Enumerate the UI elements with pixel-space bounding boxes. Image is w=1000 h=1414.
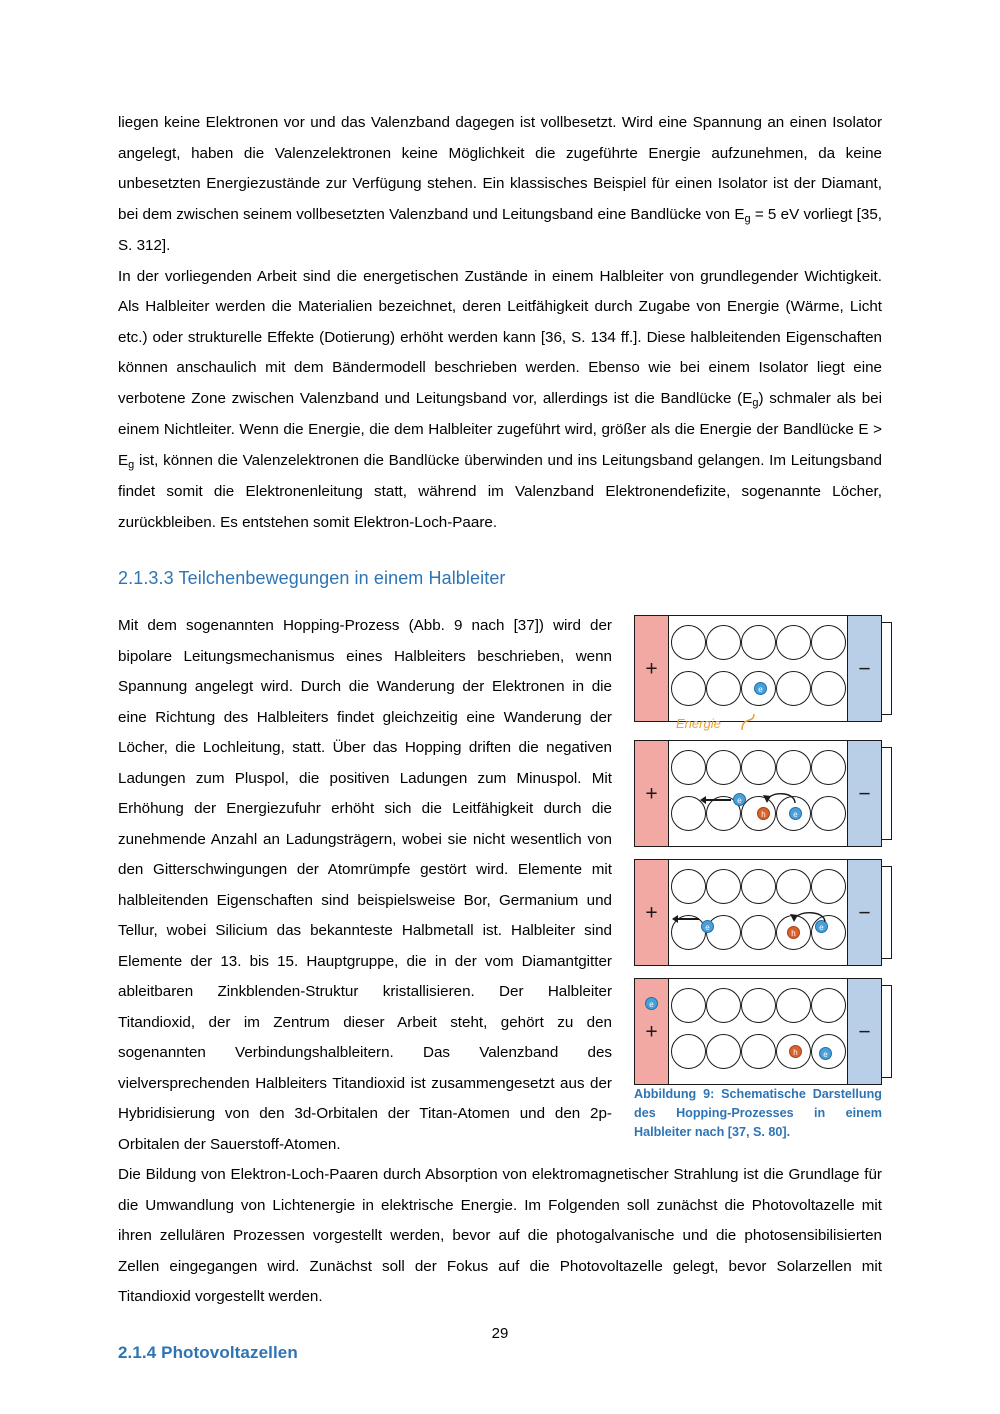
minus-sign: − <box>858 782 871 805</box>
atom <box>741 988 776 1023</box>
atom <box>811 796 846 831</box>
plus-sign: + <box>645 1020 658 1043</box>
minus-sign: − <box>858 657 871 680</box>
atom <box>706 1034 741 1069</box>
plus-sign: + <box>645 901 658 924</box>
electron-particle: e <box>819 1047 832 1060</box>
electron-drift-arrow <box>677 918 699 920</box>
panel-2-minus-pole <box>847 741 881 846</box>
atom <box>776 988 811 1023</box>
electron-particle: e <box>733 793 746 806</box>
paragraph-1-tail: = 5 eV vorliegt [35, S. 312]. <box>118 205 882 254</box>
panel-bracket <box>882 747 892 840</box>
panel-bracket <box>882 985 892 1078</box>
paragraph-2-tail: ist, können die Valenzelektronen die Bandlücke überwinden und ins Leitungsband gelangen. Im Leitungsband findet somit die Elektronenleitung statt, während im Valenzband Elektronendefizite, sogenannte Löcher, zurückbleiben. Es entstehen somit Elektron-Loch-Paare. <box>118 451 882 531</box>
atom <box>671 750 706 785</box>
atom <box>706 988 741 1023</box>
hopping-panel-3 <box>634 859 882 966</box>
electron-particle: e <box>754 682 767 695</box>
panel-4-minus-pole <box>847 979 881 1084</box>
paragraph-1 <box>118 108 882 262</box>
atom <box>741 915 776 950</box>
panel-1-lattice <box>669 616 847 721</box>
atom <box>671 988 706 1023</box>
hole-particle: h <box>757 807 770 820</box>
atom <box>811 869 846 904</box>
panel-3-plus-pole <box>635 860 669 965</box>
electron-particle: e <box>645 997 658 1010</box>
atom <box>671 671 706 706</box>
atom <box>671 869 706 904</box>
plus-sign: + <box>645 782 658 805</box>
electron-particle: e <box>789 807 802 820</box>
panel-2-plus-pole <box>635 741 669 846</box>
eg-symbol: E <box>734 205 745 223</box>
atom <box>776 625 811 660</box>
atom <box>741 1034 776 1069</box>
eg-subscript: g <box>744 212 751 225</box>
atom <box>811 625 846 660</box>
minus-sign: − <box>858 901 871 924</box>
panel-3-minus-pole <box>847 860 881 965</box>
paragraph-4: Die Bildung von Elektron-Loch-Paaren durch Absorption von elektromagnetischer Strahlung ist die Grundlage für die Umwandlung von Lichtenergie in elektrische Energie. Im Folgenden soll zunächst die Photovoltazelle mit ihren zellulären Prozessen vorgestellt werden, bevor auf die photogalvanische und die photosensibilisierten Zellen eingegangen wird. Zunächst soll der Fokus auf die Photovoltazelle gelegt, bevor Solarzellen mit Titandioxid vorgestellt werden. <box>118 1166 882 1305</box>
panel-bracket <box>882 866 892 959</box>
electron-particle: e <box>701 920 714 933</box>
atom <box>741 625 776 660</box>
minus-sign: − <box>858 1020 871 1043</box>
atom <box>671 625 706 660</box>
eg-subscript-2: g <box>752 396 759 409</box>
hopping-panel-1 <box>634 615 882 722</box>
hopping-panel-2 <box>634 740 882 847</box>
electron-drift-arrow <box>705 799 731 801</box>
heading-2-1-4: 2.1.4 Photovoltazellen <box>118 1342 298 1362</box>
panel-bracket <box>882 622 892 715</box>
figure-9 <box>634 615 882 1142</box>
figure-9-caption: Abbildung 9: Schematische Darstellung des Hopping-Prozesses in einem Halbleiter nach [37, S. 80]. <box>634 1087 882 1139</box>
atom <box>811 671 846 706</box>
paragraph-1-text: liegen keine Elektronen vor und das Valenzband dagegen ist vollbesetzt. Wird eine Spannung an einen Isolator angelegt, haben die Valenzelektronen keine Möglichkeit die zugeführte Energie aufzunehmen, da keine unbesetzten Energiezustände zur Verfügung stehen. Ein klassisches Beispiel für einen Isolator ist der Diamant, bei dem zwischen seinem vollbesetzten Valenzband und Leitungsband eine Bandlücke von <box>118 114 882 223</box>
electron-particle: e <box>815 920 828 933</box>
panel-4-lattice <box>649 979 847 1084</box>
hopping-panel-4 <box>634 978 882 1085</box>
panel-1-minus-pole <box>847 616 881 721</box>
atom <box>706 671 741 706</box>
atom <box>671 1034 706 1069</box>
figure-text-wrap <box>118 611 882 1313</box>
atom <box>741 869 776 904</box>
atom <box>811 988 846 1023</box>
panel-2-lattice <box>669 741 847 846</box>
atom <box>811 750 846 785</box>
atom <box>776 869 811 904</box>
paragraph-2 <box>118 262 882 539</box>
energy-curve-icon <box>740 712 766 734</box>
paragraph-2-mid: ) schmaler als bei einem Nichtleiter. Wenn die Energie, die dem Halbleiter zugeführt wird, größer als die Energie der Bandlücke E > E <box>118 389 882 469</box>
hole-particle: h <box>787 926 800 939</box>
panel-4-plus-pole <box>635 979 669 1084</box>
hop-arc-icon <box>761 789 801 807</box>
atom <box>706 625 741 660</box>
atom <box>706 750 741 785</box>
atom <box>741 750 776 785</box>
atom <box>776 671 811 706</box>
paragraph-2-text: In der vorliegenden Arbeit sind die energetischen Zustände in einem Halbleiter von grundlegender Wichtigkeit. Als Halbleiter werden die Materialien bezeichnet, deren Leitfähigkeit durch Zugabe von Energie (Wärme, Licht etc.) oder strukturelle Effekte (Dotierung) erhöht werden kann [36, S. 134 ff.]. Diese halbleitenden Eigenschaften können anschaulich mit dem Bändermodell beschrieben werden. Ebenso wie bei einem Isolator liegt eine verbotene Zone zwischen Valenzband und Leitungsband vor, allerdings ist die Bandlücke (E <box>118 267 882 407</box>
energie-label: Energie <box>676 716 721 731</box>
heading-2-1-3-3: 2.1.3.3 Teilchenbewegungen in einem Halbleiter <box>118 568 506 588</box>
panel-3-lattice <box>669 860 847 965</box>
atom <box>706 869 741 904</box>
plus-sign: + <box>645 657 658 680</box>
panel-1-plus-pole <box>635 616 669 721</box>
hop-arc-icon <box>787 908 831 926</box>
page-content <box>118 108 882 1385</box>
figure-9-graphic <box>634 615 882 1081</box>
atom <box>776 750 811 785</box>
hole-particle: h <box>789 1045 802 1058</box>
paragraph-3: Mit dem sogenannten Hopping-Prozess (Abb. 9 nach [37]) wird der bipolare Leitungsmechanismus eines Halbleiters beschrieben, wenn Spannung angelegt wird. Durch die Wanderung der Elektronen in die eine Richtung des Halbleiters findet gleichzeitig eine Wanderung der Löcher, die Lochleitung, statt. Über das Hopping driften die negativen Ladungen zum Pluspol, die positiven Ladungen zum Minuspol. Mit Erhöhung der Energiezufuhr erhöht sich die Leitfähigkeit durch die zunehmende Anzahl an Ladungsträgern, wobei sie nicht wesentlich von den Gitterschwingungen der Atomrümpfe gestört wird. Elemente mit halbleitenden Eigenschaften sind beispielsweise Bor, Germanium und Tellur, wobei Silicium das bekannteste Halbmetall ist. Halbleiter sind Elemente der 13. bis 15. Hauptgruppe, die in der vom Diamantgitter ableitbaren Zinkblenden-Struktur kristallisieren. Der Halbleiter Titandioxid, der im Zentrum dieser Arbeit steht, gehört zu den sogenannten Verbindungshalbleitern. Das Valenzband des vielversprechenden Halbleiters Titandioxid ist zusammengesetzt aus der Hybridisierung von den 3d-Orbitalen der Titan-Atomen und den 2p-Orbitalen der Sauerstoff-Atomen. <box>118 617 612 1153</box>
eg-subscript-3: g <box>128 458 135 471</box>
page-number: 29 <box>491 1325 509 1342</box>
